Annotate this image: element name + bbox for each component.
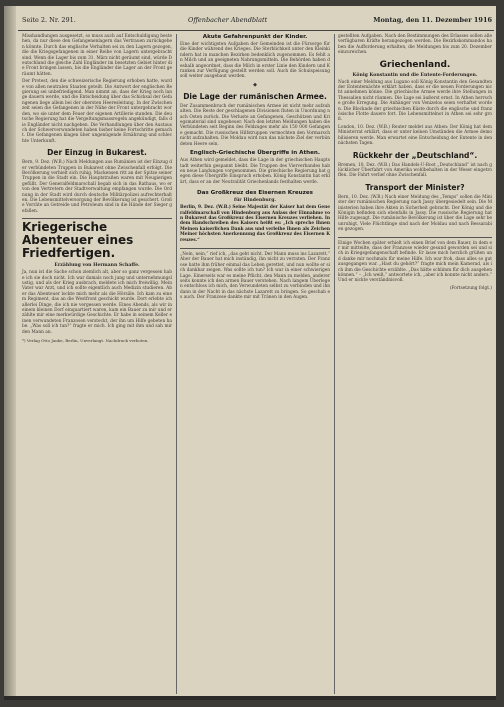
feuilleton-body: Ja, nun ist die Sache schon ziemlich alt, aber so ganz vergessen habe ich sie doch nicht. Ich war damals noch jung und unternehmungslustig, und als der Krieg ausbrach, meldete ich mich freiwillig. Mein Vater war Arzt, und ich sollte eigentlich auch Medizin studieren. Aber das Abenteuer lockte mich mehr als die Hörsäle. Ich kam zu einem Regiment, das an die Westfront geschickt wurde. Dort erlebte ich allerlei Dinge, die ich nie vergessen werde. Eines Abends, als wir in einem kleinen Dorf einquartiert waren, kam ein Bauer zu mir und erzählte mir eine merkwürdige Geschichte. Er habe in seinem Keller einen verwundeten Franzosen versteckt, der ihn um Hilfe gebeten habe. „Was soll ich tun?“ fragte er mich. Ich ging mit ihm und sah mir den Mann an. xyxy=(22,270,174,335)
deutschland-headline: Rückkehr der „Deutschland“. xyxy=(352,150,478,160)
col1-body: Der Protest, den die schweizerische Regierung erhoben hatte, wurde von allen neutralen Staaten geteilt. Die Antwort der englischen Regierung sei unbefriedigend. Man nimmt an, dass der Krieg noch lange dauern werde, und die Entscheidung über das Schicksal der Gefangenen liege allein bei der obersten Heeresleitung. In der Zwischenzeit seien die Gefangenen in der Nähe der Front untergebracht worden, wo sie unter dem Feuer der eigenen Artillerie standen. Die deutsche Regierung hat die Vergeltungsmassregeln angekündigt, falls die Engländer nicht nachgeben. Die Verhandlungen über den Austausch der Schwerverwundeten haben bisher keine Fortschritte gemacht. Die Gefangenen klagen über ungenügende Ernährung und schlechte Unterkunft. xyxy=(22,79,172,144)
ruman-headline: Der Einzug in Bukarest. xyxy=(47,148,147,158)
col1-intro: Misshandlungen ausgesetzt, so muss auch auf Entschuldigung bestehen, da nur diese den Gefangenenlagern das Vertrauen zurückgeben könnte. Durch das englische Verhalten sei zu den Lagern gezogen, die die Kriegsgefangenen in einer Reihe von Lagern untergebracht sind. Wenn die Lager bis zum 31. März nicht geräumt sind, würde Deutschland die gleiche Zahl Engländer im besetzten Gebiet hinter die Front bringen lassen, bis die Engländer die Lager an der Front geräumt hätten. xyxy=(22,34,174,77)
col2-divider xyxy=(180,248,330,249)
col3-divider xyxy=(338,237,492,238)
issue-date: Montag, den 11. Dezember 1916 xyxy=(373,16,492,24)
column-1 xyxy=(22,34,172,694)
griechenland-body-2: London, 10. Dez. (W.B.) Reuter meldet aus Athen: Der König hat dem Ministerrat erklärt, dass er unter keinen Umständen die Armee demobilisieren werde. Man erwartet eine Entscheidung der Entente in den nächsten Tagen. xyxy=(338,124,494,147)
column-3 xyxy=(338,34,492,694)
column-rule-1 xyxy=(176,34,177,694)
lage-body: Der Zusammenbruch der rumänischen Armee ist nicht mehr aufzuhalten. Die Reste der geschlagenen Divisionen fluten in Unordnung nach Osten zurück. Die Verluste an Gefangenen, Geschützen und Kriegsmaterial sind ungeheuer. Nach den letzten Meldungen haben die Verbündeten seit Beginn des Feldzuges mehr als 150 000 Gefangene gemacht. Die russischen Hilfstruppen vermochten den Vormarsch nicht aufzuhalten. Die Moldau wird nun das nächste Ziel der verbündeten Heere sein. xyxy=(180,103,332,147)
paper-name: Offenbacher Abendblatt xyxy=(188,16,268,24)
newspaper-page xyxy=(4,6,496,700)
ruman-body: Bern, 9. Dez. (W.B.) Nach Meldungen aus Rumänien ist der Einzug der verbündeten Truppen in Bukarest ohne Zwischenfall erfolgt. Die Bevölkerung verhielt sich ruhig. Mackensen ritt an der Spitze seiner Truppen in die Stadt ein. Die Hauptstraßen waren mit Neugierigen gefüllt. Der Generalfeldmarschall begab sich in das Rathaus, wo er von den Vertretern der Stadtverwaltung empfangen wurde. Die Ordnung in der Stadt wird durch deutsche Militärpolizei aufrechterhalten. Die Lebensmittelversorgung der Bevölkerung ist gesichert. Große Vorräte an Getreide und Petroleum sind in die Hände der Sieger gefallen. xyxy=(22,160,174,214)
feuilleton-continuation: „Nein, nein,“ rief ich, „das geht nicht. Der Mann muss ins Lazarett.“ Aber der Bauer bat mich inständig, ihn nicht zu verraten. Der Franzose hatte ihm früher einmal das Leben gerettet, und nun wollte er sich dankbar zeigen. Was sollte ich tun? Ich war in einer schwierigen Lage. Einerseits war es meine Pflicht, den Mann zu melden, andererseits konnte ich den armen Bauer verstehen. Nach langem Überlegen entschloss ich mich, den Verwundeten selbst zu verbinden und ihn dann in der Nacht in das nächste Lazarett zu bringen. So geschah es auch. Der Franzose dankte mir mit Tränen in den Augen. xyxy=(180,251,332,301)
story-continuation: Einige Wochen später erhielt ich einen Brief von dem Bauer, in dem er mir mitteilte, dass der Franzose wieder gesund geworden sei und sich in Kriegsgefangenschaft befinde. Er lasse mich herzlich grüßen und danke mir nochmals für meine Hilfe. Ich war froh, dass alles so gut ausgegangen war. „Hast du gehört?“ fragte mich mein Kamerad, als ich ihm die Geschichte erzählte. „Das hätte schlimm für dich ausgehen können.“ – „Ich weiß,“ antwortete ich, „aber ich konnte nicht anders.“ Und er nickte verständnisvoll. xyxy=(338,240,494,284)
masthead xyxy=(18,16,494,30)
feuilleton-footnote: *) Verlag Otto Janke, Berlin, Unverlangt. Nachdruck verboten. xyxy=(22,338,149,344)
griechenland-headline: Griechenland. xyxy=(379,59,451,70)
column-2 xyxy=(180,34,330,694)
col1-divider xyxy=(22,218,172,219)
col3-top: gestellten Aufgaben. Nach den Bestimmungen des Erlasses sollen alle verfügbaren Kräfte herangezogen werden. Die Bezirkskommandos haben die Aufforderung erhalten, die Meldungen bis zum 20. Dezember einzureichen. xyxy=(338,34,494,56)
eisern-subtitle: für Hindenburg. xyxy=(233,198,277,204)
deutschland-body: Bremen, 10. Dez. (W.B.) Das Handels-U-Boot „Deutschland“ ist nach glücklicher Überfahrt von Amerika wohlbehalten in der Weser eingetroffen. Die Fahrt verlief ohne Zwischenfall. xyxy=(338,162,492,179)
lage-headline: Die Lage der rumänischen Armee. xyxy=(183,91,327,101)
page-bottom-edge xyxy=(4,696,496,700)
feuilleton-subtitle: Erzählung von Hermann Schaffe. xyxy=(54,263,140,269)
griechenland-subtitle: König Konstantin und die Entente-Forderungen. xyxy=(352,72,478,78)
feuilleton-headline: Kriegerische Abenteuer eines Friedfertigen. xyxy=(22,220,134,261)
masthead-rule xyxy=(18,30,494,31)
fortsetzung-note: (Fortsetzung folgt.) xyxy=(449,285,492,291)
page-binding xyxy=(4,6,16,700)
kinder-headline: Akute Gefahrenpunkt der Kinder. xyxy=(202,34,308,40)
eisern-headline: Das Großkreuz des Eisernen Kreuzes xyxy=(196,190,314,197)
athen-body: Aus Athen wird gemeldet, dass die Lage in der griechischen Hauptstadt weiterhin gespannt bleibt. Die Truppen des Vierverbandes haben neue Landungen vorgenommen. Die griechische Regierung hat gegen diese Übergriffe Einspruch erhoben. König Konstantin hat erklärt, dass er an der Neutralität Griechenlands festhalten werde. xyxy=(180,158,330,185)
athen-headline: Englisch-Griechische Übergriffe in Athen. xyxy=(189,150,321,157)
eisern-body: Berlin, 9. Dez. (W.B.) Seine Majestät der Kaiser hat dem Generalfeldmarschall von Hindenburg aus Anlass der Einnahme von Bukarest das Großkreuz des Eisernen Kreuzes verliehen. In dem Handschreiben des Kaisers heißt es: „Ich spreche Ihnen Meinen kaiserlichen Dank aus und verleihe Ihnen als Zeichen Meiner höchsten Anerkennung das Großkreuz des Eisernen Kreuzes.“ xyxy=(180,205,332,243)
separator-ornament: ◆ xyxy=(253,81,257,88)
transport-body: Bern, 10. Dez. (W.B.) Nach einer Meldung des „Temps“ sollen die Minister der rumänischen Regierung nach Jassy übergesiedelt sein. Die Ministerien haben ihre Akten in Sicherheit gebracht. Der König und die Königin befinden sich ebenfalls in Jassy. Die russische Regierung hat Hilfe zugesagt. Die rumänische Bevölkerung ist über die Lage sehr beunruhigt. Viele Flüchtlinge sind nach der Moldau und nach Bessarabien gezogen. xyxy=(338,194,494,233)
griechenland-body: Nach einer Meldung aus Lugano soll König Konstantin den Gesandten der Ententemächte erklärt haben, dass er die neuen Forderungen nicht annehmen könne. Die griechische Armee werde ihre Stellungen in Thessalien nicht räumen. Die Lage sei äußerst ernst. In Athen herrsche große Erregung. Die Anhänger von Venizelos seien verhaftet worden. Die Blockade der griechischen Küste durch die englische und französische Flotte dauere fort. Die Lebensmittelnot in Athen sei sehr groß. xyxy=(338,79,494,123)
page-label: Seite 2. Nr. 291. xyxy=(22,16,76,24)
column-rule-2 xyxy=(334,34,335,694)
transport-headline: Transport der Minister? xyxy=(365,182,465,192)
kinder-body: Eine der wichtigsten Aufgaben der Gemeinden ist die Fürsorge für die Kinder während des Krieges. Die Sterblichkeit unter den Kleinkindern hat in manchen Bezirken bedenklich zugenommen. Es fehlt an Milch und an geeigneten Nahrungsmitteln. Die Behörden haben deshalb angeordnet, dass die Milch in erster Linie den Kindern und Kranken zur Verfügung gestellt werden soll. Auch die Schulspeisung soll weiter ausgebaut werden. xyxy=(180,42,332,80)
